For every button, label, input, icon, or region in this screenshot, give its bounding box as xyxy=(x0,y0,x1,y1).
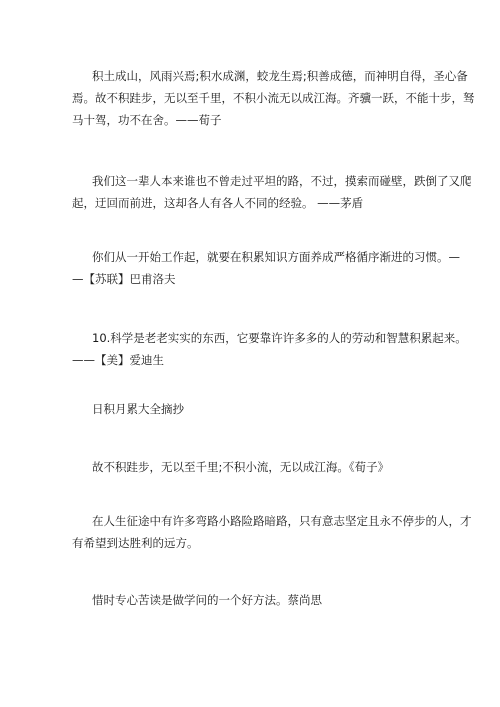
text-line: 你们从一开始工作起，就要在积累知识方面养成严格循序渐进的习惯。— xyxy=(92,250,460,264)
quote-paragraph-edison xyxy=(72,327,467,371)
quote-paragraph-xunzi xyxy=(72,65,475,131)
text-line: —【苏联】巴甫洛夫 xyxy=(72,272,176,286)
text-line: 日积月累大全摘抄 xyxy=(92,402,184,416)
text-line: 故不积跬步，无以至千里;不积小流，无以成江海。《荀子》 xyxy=(92,460,390,474)
text-line: 有希望到达胜利的远方。 xyxy=(72,536,199,550)
text-line: 起，迂回而前进，这却各人有各人不同的经验。 ——茅盾 xyxy=(72,196,364,210)
quote-paragraph-perseverance xyxy=(72,510,472,554)
section-heading xyxy=(92,398,434,420)
text-line: ——【美】爱迪生 xyxy=(72,353,164,367)
quote-paragraph-pavlov xyxy=(72,246,460,290)
text-line: 马十驾，功不在舍。——荀子 xyxy=(72,113,222,127)
quote-paragraph-cai-shangsi xyxy=(92,589,434,611)
text-line: 我们这一辈人本来谁也不曾走过平坦的路，不过，摸索而碰壁，跌倒了又爬 xyxy=(92,174,472,188)
quote-paragraph-maodun xyxy=(72,170,472,214)
text-line: 积土成山，风雨兴焉;积水成渊，蛟龙生焉;积善成德，而神明自得，圣心备 xyxy=(92,69,468,83)
text-line: 在人生征途中有许多弯路小路险路暗路，只有意志坚定且永不停步的人，才 xyxy=(92,514,472,528)
text-line: 10.科学是老老实实的东西，它要靠许许多多的人的劳动和智慧积累起来。 xyxy=(92,331,467,345)
quote-paragraph-xunzi-short xyxy=(92,456,434,478)
text-line: 焉。故不积跬步，无以至千里，不积小流无以成江海。齐骥一跃，不能十步，驽 xyxy=(72,91,475,105)
text-line: 惜时专心苦读是做学问的一个好方法。蔡尚思 xyxy=(92,593,322,607)
